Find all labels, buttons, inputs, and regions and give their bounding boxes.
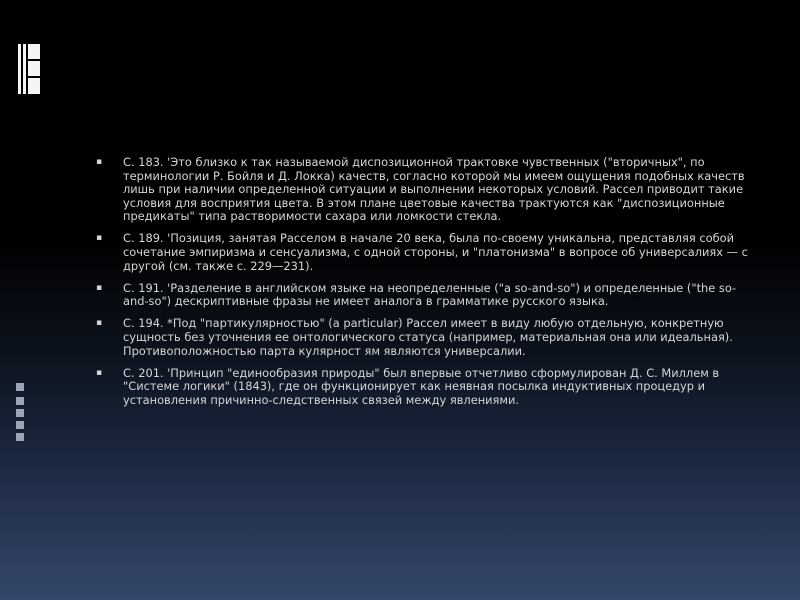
bullet-item (96, 317, 760, 358)
bullet-marker-icon: ▪ (96, 318, 103, 329)
slide-content (96, 156, 760, 416)
bullet-marker-icon: ▪ (96, 233, 103, 244)
bullet-list (96, 156, 760, 408)
bullet-marker-icon: ▪ (96, 282, 103, 293)
bullet-marker-icon: ▪ (96, 157, 103, 167)
decorative-squares-left (16, 383, 24, 441)
bullet-item (96, 367, 760, 408)
bullet-item (96, 282, 760, 309)
bullet-text: С. 183. 'Это близко к так называемой диспозиционной трактовке чувственных ("вторичных", по терминологии Р. Бойля и Д. Локка) качеств, согласно которой мы имеем ощущения подобных качеств лишь при наличии определенной ситуации и выполнении некоторых условий. Рассел приводит такие условия для восприятия цвета. В этом плане цветовые качества трактуются как "диспозиционные предикаты" типа растворимости сахара или ломкости стекла. (123, 155, 745, 224)
bullet-item (96, 232, 760, 273)
bullet-item (96, 156, 760, 224)
bullet-text: С. 191. 'Разделение в английском языке на неопределенные ("a so-and-so") и определенные ("the so-and-so") дескриптивные фразы не имеет аналога в грамматике русского языка. (123, 280, 737, 309)
bullet-text: С. 194. *Под "партикулярностью" (a particular) Рассел имеет в виду любую отдельную, конкретную сущность без уточнения ее онтологического статуса (например, материальная она или идеальная). Противоположностью парта кулярност ям являются универсалии. (123, 316, 733, 358)
bullet-text: С. 189. 'Позиция, занятая Расселом в начале 20 века, была по-своему уникальна, представляя собой сочетание эмпиризма и сенсуализма, с одной стороны, и "платонизма" в вопросе об универсалиях — с другой (см. также с. 229—231). (123, 231, 748, 273)
bullet-text: С. 201. 'Принцип "единообразия природы" был впервые отчетливо сформулирован Д. С. Миллем в "Системе логики" (1843), где он функционирует как неявная посылка индуктивных процедур и установления причинно-следственных связей между явлениями. (123, 365, 720, 407)
bullet-marker-icon: ▪ (96, 367, 103, 378)
decorative-bars-top (18, 44, 40, 94)
